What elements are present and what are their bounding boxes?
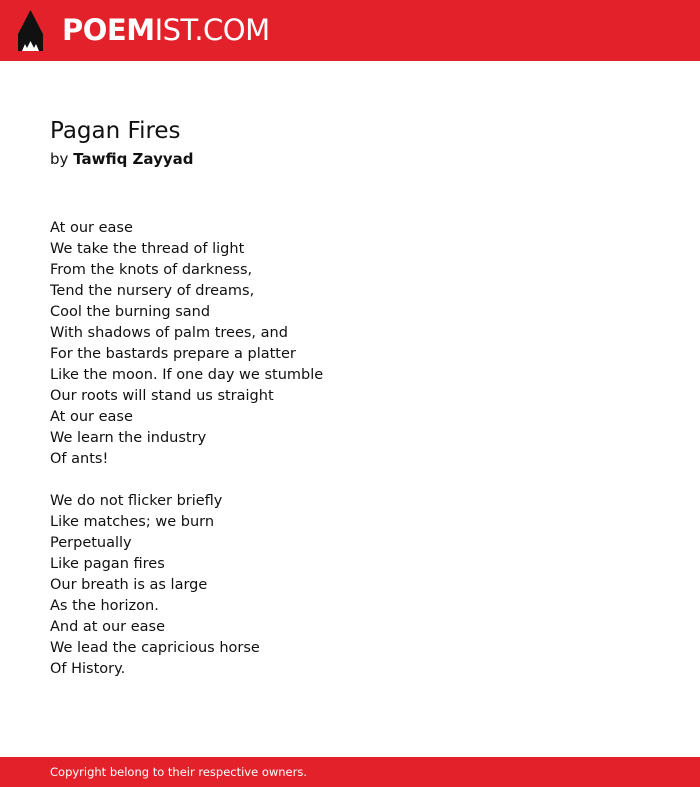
poem-line: Perpetually	[50, 535, 132, 551]
poem-line: For the bastards prepare a platter	[50, 346, 296, 362]
poem-line: Of History.	[50, 661, 126, 677]
poem-line: Like matches; we burn	[50, 514, 215, 530]
site-header	[0, 0, 700, 61]
poem-stanza	[50, 491, 323, 680]
poem-line: Our roots will stand us straight	[50, 388, 274, 404]
poem-line: Like the moon. If one day we stumble	[50, 367, 324, 383]
poem-line: We take the thread of light	[50, 241, 245, 257]
site-logo[interactable]	[62, 13, 270, 47]
poem-line: Like pagan fires	[50, 556, 165, 572]
byline-prefix: by	[50, 150, 69, 168]
poem-line: We do not flicker briefly	[50, 493, 223, 509]
poem-stanza	[50, 218, 323, 470]
poem-title: Pagan Fires	[50, 118, 181, 144]
logo-light-text: IST.COM	[154, 13, 270, 47]
poem-line: Tend the nursery of dreams,	[50, 283, 255, 299]
poem-line: And at our ease	[50, 619, 166, 635]
poem-line: Of ants!	[50, 451, 109, 467]
poem-byline	[50, 148, 194, 170]
poem-line: With shadows of palm trees, and	[50, 325, 288, 341]
poem-line: At our ease	[50, 220, 133, 236]
pencil-tip-icon[interactable]	[18, 10, 43, 51]
poem-line: As the horizon.	[50, 598, 159, 614]
poem-author: Tawfiq Zayyad	[73, 150, 194, 168]
poem-line: We lead the capricious horse	[50, 640, 260, 656]
poem-line: Cool the burning sand	[50, 304, 211, 320]
site-footer	[0, 757, 700, 787]
poem-line: We learn the industry	[50, 430, 207, 446]
copyright-notice: Copyright belong to their respective owners.	[50, 765, 308, 779]
poem-line: From the knots of darkness,	[50, 262, 253, 278]
poem-line: Our breath is as large	[50, 577, 208, 593]
poem-body	[50, 218, 323, 680]
poem-line: At our ease	[50, 409, 133, 425]
logo-bold-text: POEM	[62, 13, 155, 47]
